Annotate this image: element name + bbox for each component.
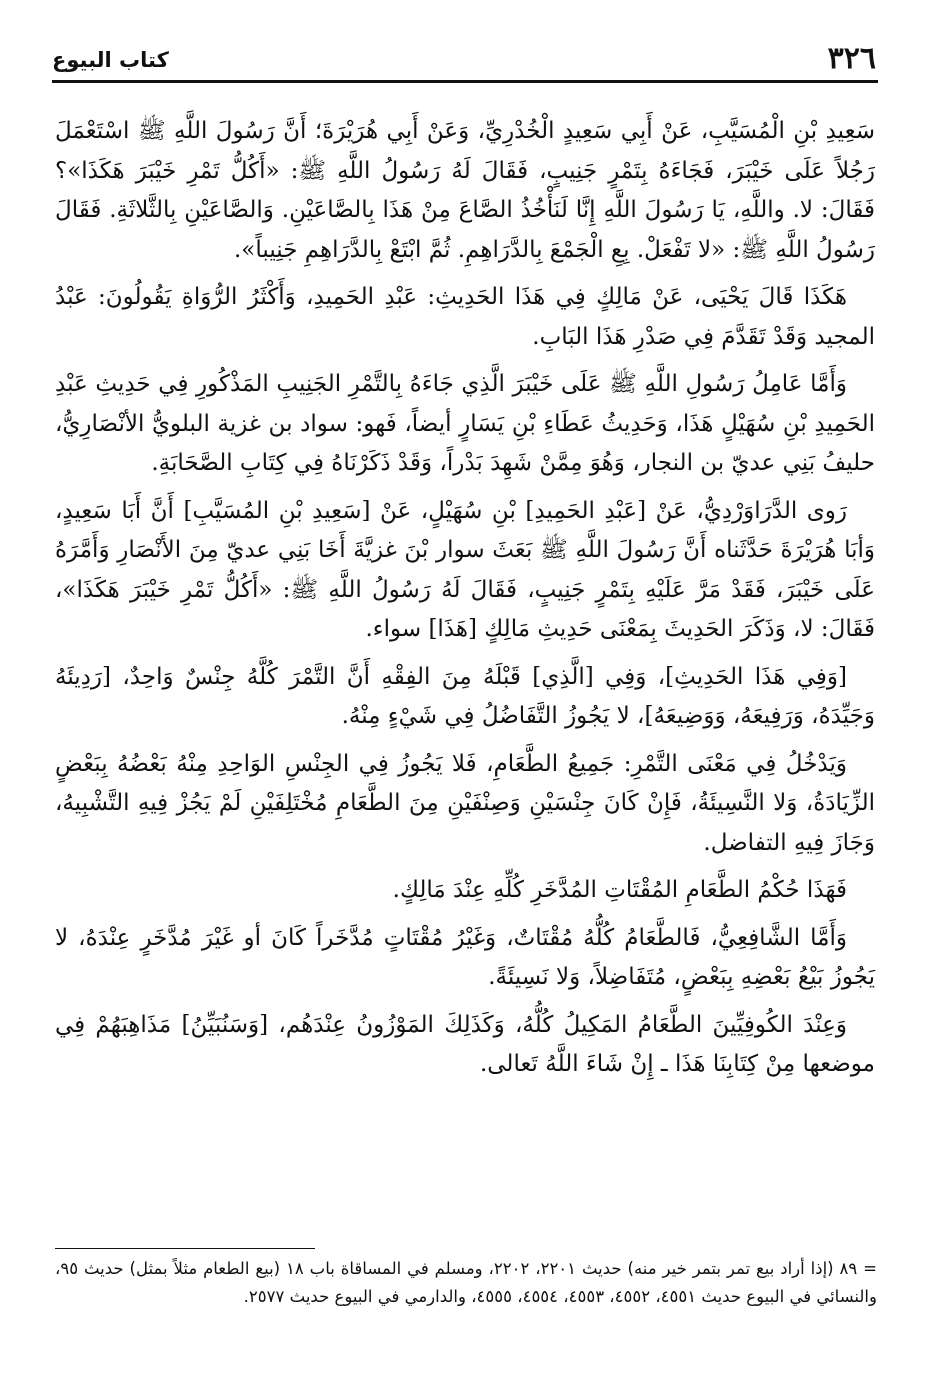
paragraph-khaybar-worker: وَأَمَّا عَامِلُ رَسُولِ اللَّهِ ﷺ عَلَى خَيْبَرَ الَّذِي جَاءَهُ بِالتَّمْرِ الجَنِيبِ المَذْكُورِ فِي حَدِيثِ عَبْدِ الحَمِيدِ بْنِ سُهَيْلٍ هَذَا، وَحَدِيثُ عَطَاءِ بْنِ يَسَارٍ أيضاً، فَهو: سواد بن غزية البلويُّ الأنْصَارِيُّ، حليفُ بَنِي عديّ بن النجار، وَهُوَ مِمَّنْ شَهِدَ بَدْراً، وَقَدْ ذَكَرْنَاهُ فِي كِتَابِ الصَّحَابَةِ. xyxy=(55,371,875,476)
footnote-divider xyxy=(55,1248,315,1249)
paragraph-shafii: وَأَمَّا الشَّافِعِيُّ، فَالطَّعَامُ كُلُّهُ مُقْتَاتٌ، وَغَيْرُ مُقْتَاتٍ مُدَّخَراً كَانَ أو غَيْرَ مُدَّخَرٍ عِنْدَهُ، لا يَجُوزُ بَيْعُ بَعْضِهِ بِبَعْضٍ، مُتَفَاضِلاً، وَلا نَسِيئَةً. xyxy=(55,924,875,990)
book-title: كتاب البيوع xyxy=(52,48,169,72)
paragraph-hadith: سَعِيدِ بْنِ الْمُسَيَّبِ، عَنْ أَبِي سَعِيدٍ الْخُدْرِيِّ، وَعَنْ أَبِي هُرَيْرَةَ؛ أَنَّ رَسُولَ اللَّهِ ﷺ اسْتَعْمَلَ رَجُلاً عَلَى خَيْبَرَ، فَجَاءَهُ بِتَمْرٍ جَنِيبٍ، فَقَالَ لَهُ رَسُولُ اللَّهِ ﷺ: «أَكُلُّ تَمْرِ خَيْبَرَ هَكَذَا»؟ فَقَالَ: لا. واللَّهِ، يَا رَسُولَ اللَّهِ إِنَّا لَنَأْخُذُ الصَّاعَ مِنْ هَذَا بِالصَّاعَيْنِ. وَالصَّاعَيْنِ بِالثَّلاثَةِ. فَقَالَ رَسُولُ اللَّهِ ﷺ: «لا تَفْعَلْ. بِعِ الْجَمْعَ بِالدَّرَاهِمِ. ثُمَّ ابْتَعْ بِالدَّرَاهِمِ جَنِيباً». xyxy=(55,118,875,263)
footnotes xyxy=(55,1255,877,1311)
paragraph-malik-ruling: فَهَذَا حُكْمُ الطَّعَامِ المُقْتَاتِ المُدَّخَرِ كُلِّهِ عِنْدَ مَالِكٍ. xyxy=(392,877,847,903)
page-number: ٣٢٦ xyxy=(827,41,876,76)
paragraph-food: وَيَدْخُلُ فِي مَعْنَى التَّمْرِ: جَمِيعُ الطَّعَامِ، فَلا يَجُوزُ فِي الجِنْسِ الوَاحِدِ مِنْهُ بَعْضُهُ بِبَعْضٍ الزِّيَادَةُ، وَلا النَّسِيئَةُ، فَإِنْ كَانَ جِنْسَيْنِ وَصِنْفَيْنِ مِنَ الطَّعَامِ مُخْتَلِفَيْنِ لَمْ يَجُزْ فِيهِ التَّشْبِيهُ، وَجَازَ فِيهِ التفاضل. xyxy=(55,750,875,856)
paragraph-kufiyyin: وَعِنْدَ الكُوفِيِّينَ الطَّعَامُ المَكِيلُ كُلُّهُ، وَكَذَلِكَ المَوْزُونُ عِنْدَهُم، [وَسَنُبَيِّنُ] مَذَاهِبَهُمْ فِي موضعها مِنْ كِتَابِنَا هَذَا ـ إِنْ شَاءَ اللَّهُ تَعالى. xyxy=(55,1011,875,1077)
page-header xyxy=(52,40,876,80)
header-divider xyxy=(52,80,878,83)
paragraph-daraWardi: رَوى الدَّرَاوَرْدِيُّ، عَنْ [عَبْدِ الحَمِيدِ] بْنِ سُهَيْلٍ، عَنْ [سَعِيدِ بْنِ المُسَيَّبِ] أَنَّ أَبَا سَعِيدٍ، وَأبَا هُرَيْرَةَ حَدَّثَناه أَنَّ رَسُولَ اللَّهِ ﷺ بَعَثَ سوار بْنَ غزيَّةَ أَخَا بَنِي عديّ مِنَ الأَنْصَارِ وَأَمَّرَهُ عَلَى خَيْبَرَ، فَقَدْ مَرَّ عَلَيْهِ بِتَمْرٍ جَنِيبٍ، فَقَالَ لَهُ رَسُولُ اللَّهِ ﷺ: «أَكُلُّ تَمْرِ خَيْبَرَ هَكَذَا»، فَقَالَ: لا، وَذَكَرَ الحَدِيثَ بِمَعْنَى حَدِيثِ مَالِكٍ [هَذَا] سواء. xyxy=(55,497,875,642)
paragraph-fiqh: [وَفِي هَذَا الحَدِيثِ]، وَفِي [الَّذِي] قَبْلَهُ مِنَ الفِقْهِ أَنَّ التَّمْرَ كُلَّهُ جِنْسٌ وَاحِدٌ، [رَدِيئَهُ وَجَيِّدَهُ، وَرَفِيعَهُ، وَوَضِيعَهُ]، لا يَجُوزُ التَّفَاضُلُ فِي شَيْءٍ مِنْهُ. xyxy=(55,663,875,729)
paragraph-narration-note: هَكَذَا قَالَ يَحْيَى، عَنْ مَالِكٍ فِي هَذَا الحَدِيثِ: عَبْدِ الحَمِيدِ، وَأَكْثَرُ الرُّوَاةِ يَقُولُونَ: عَبْدُ المجيد وَقَدْ تَقَدَّمَ فِي صَدْرِ هَذَا البَابِ. xyxy=(55,284,875,350)
main-text xyxy=(55,112,875,1093)
footnote-text: = ٨٩ (إذا أراد بيع تمر بتمر خير منه) حديث ٢٢٠١، ٢٢٠٢، ومسلم في المساقاة باب ١٨ (بيع الطعام مثلاً بمثل) حديث ٩٥، والنسائي في البيوع حديث ٤٥٥١، ٤٥٥٢، ٤٥٥٣، ٤٥٥٤، ٤٥٥٥، والدارمي في البيوع حديث ٢٥٧٧. xyxy=(55,1259,877,1306)
